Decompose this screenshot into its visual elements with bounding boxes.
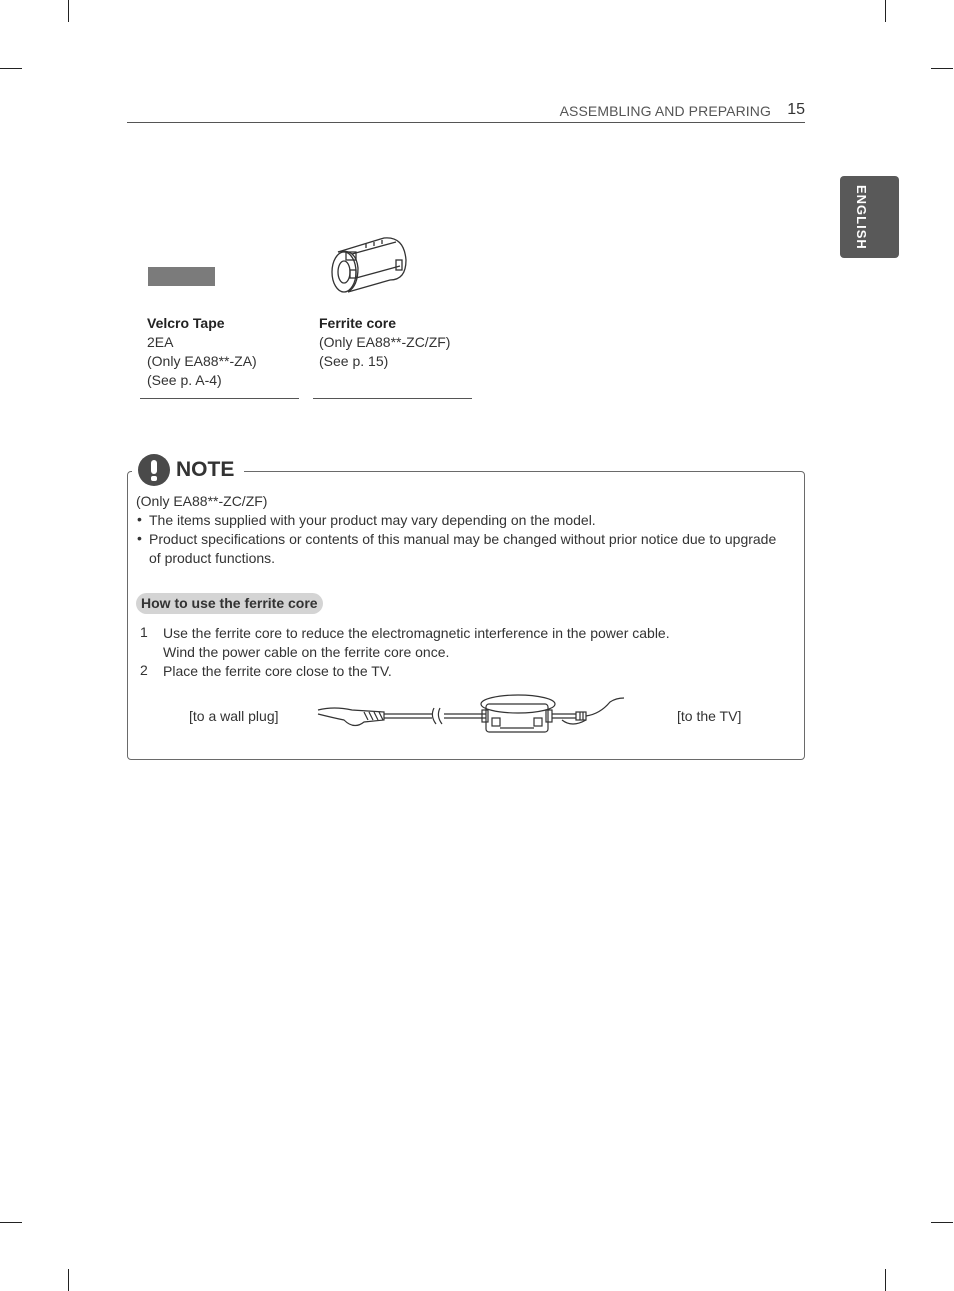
step-text: Wind the power cable on the ferrite core once. [163,644,450,660]
language-label: ENGLISH [854,184,869,250]
step-text: Place the ferrite core close to the TV. [163,663,392,679]
bullet-icon: • [137,511,142,527]
item-name: Velcro Tape [147,315,225,331]
item-name: Ferrite core [319,315,397,331]
item-detail: (See p. A-4) [147,372,222,388]
section-title: ASSEMBLING AND PREPARING [559,103,771,119]
item-ferrite-core [319,314,450,371]
velcro-tape-image [148,267,215,286]
note-title: NOTE [176,458,235,481]
item-detail: 2EA [147,334,174,350]
step-text: Use the ferrite core to reduce the electromagnetic interference in the power cable. [163,625,670,641]
item-divider [140,398,299,399]
step-number: 2 [140,662,148,678]
crop-mark [885,1269,886,1291]
item-velcro-tape [147,314,257,390]
exclamation-circle-icon [138,454,170,486]
crop-mark [0,68,22,69]
ferrite-core-diagram [314,690,628,740]
note-bullet-continued: of product functions. [149,550,276,566]
howto-title: How to use the ferrite core [136,593,323,614]
item-detail: (Only EA88**-ZC/ZF) [319,334,451,350]
diagram-right-label: [to the TV] [677,708,742,724]
crop-mark [931,1222,953,1223]
page-header [127,100,805,123]
item-detail: (Only EA88**-ZA) [147,353,257,369]
ferrite-core-icon [326,234,410,296]
crop-mark [0,1222,22,1223]
diagram-left-label: [to a wall plug] [189,708,279,724]
note-models: (Only EA88**-ZC/ZF) [136,493,268,509]
bullet-icon: • [137,530,142,546]
note-bullet: The items supplied with your product may vary depending on the model. [149,512,596,528]
item-divider [313,398,472,399]
note-bullet: Product specifications or contents of this manual may be changed without prior notice due to upgrade [149,531,777,547]
crop-mark [68,1269,69,1291]
crop-mark [931,68,953,69]
crop-mark [885,0,886,22]
note-heading [132,452,244,488]
step-number: 1 [140,624,148,640]
language-tab [840,176,899,258]
page-number: 15 [787,101,805,118]
item-detail: (See p. 15) [319,353,389,369]
crop-mark [68,0,69,22]
